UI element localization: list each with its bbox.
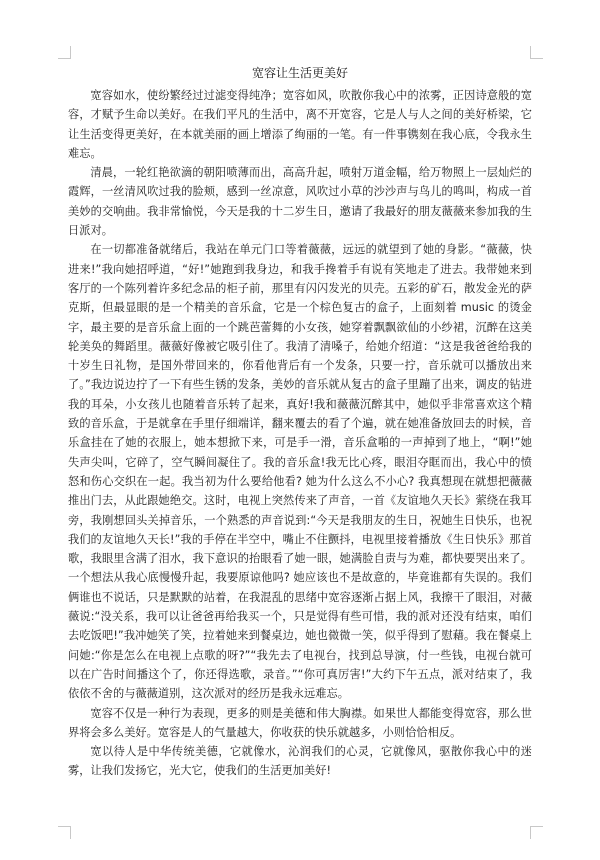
crop-mark-bottom-right bbox=[530, 826, 543, 839]
paragraph-morning: 清晨，一轮红艳欲滴的朝阳喷薄而出，高高升起，喷射万道金幅，给万物照上一层灿烂的霞辉，一丝清风吹过我的脸颊，感到一丝凉意，风吹过小草的沙沙声与鸟儿的鸣叫，构成一首美妙的交响曲。我非常愉悦，今天是我的十二岁生日，邀请了我最好的朋友薇薇来参加我的生日派对。 bbox=[68, 166, 532, 238]
document-body bbox=[68, 86, 532, 781]
document-title: 宽容让生活更美好 bbox=[251, 66, 348, 80]
crop-mark-top-left bbox=[58, 46, 71, 59]
paragraph-story: 在一切都准备就绪后，我站在单元门口等着薇薇，远远的就望到了她的身影。“薇薇，快进来!”我向她招呼道，“好!”她跑到我身边，和我手搀着手有说有笑地走了进去。我带她来到客厅的一个陈列着许多纪念品的柜子前，那里有闪闪发光的贝壳。五彩的矿石，散发金光的萨克斯，但最显眼的是一个精美的音乐盒，它是一个棕色复古的盒子，上面刻着 music 的烫金字，最主要的是音乐盒上面的一个跳芭蕾舞的小女孩，她穿着飘飘欲仙的小纱裙，沉醉在这美轮美奂的舞蹈里。薇薇好像被它吸引住了。我清了清嗓子，给她介绍道：“这是我爸爸给我的十岁生日礼物，是国外带回来的，你看他背后有一个发条，只要一拧，音乐就可以播放出来了。”我边说边拧了一下有些生锈的发条，美妙的音乐就从复古的盒子里蹦了出来，调皮的钻进我的耳朵，小女孩儿也随着音乐转了起来，真好!我和薇薇沉醉其中，她似乎非常喜欢这个精致的音乐盒，于是就拿在手里仔细端详，翻来覆去的看了个遍，就在她准备放回去的时候，音乐盒挂在了她的衣服上，她本想掀下来，可是手一滑，音乐盒啪的一声掉到了地上，“啊!”她失声尖叫，它碎了，空气瞬间凝住了。我的音乐盒!我无比心疼，眼泪夺眶而出，我心中的愤怒和伤心交织在一起。我当初为什么要给他看? 她为什么这么不小心? 我真想现在就想把薇薇推出门去，从此跟她绝交。这时，电视上突然传来了声音，一首《友谊地久天长》萦绕在我耳旁，我刚想回头关掉音乐，一个熟悉的声音说到:“今天是我朋友的生日，祝她生日快乐，也祝我们的友谊地久天长!”我的手停在半空中，嘴止不住颤抖，电视里接着播放《生日快乐》那首歌，我眼里含满了泪水，我下意识的抬眼看了她一眼，她满脸自责与为难，都快要哭出来了。一个想法从我心底慢慢升起，我要原谅他吗? 她应该也不是故意的，毕竟谁都有失误的。我们俩谁也不说话，只是默默的站着，在我混乱的思绪中宽容逐渐占据上风，我擦干了眼泪，对薇薇说:“没关系，我可以让爸爸再给我买一个，只是觉得有些可惜，我的派对还没有结束，咱们去吃饭吧!”我冲她笑了笑，拉着她来到餐桌边，她也微微一笑，似乎得到了慰藉。我在餐桌上问她:“你是怎么在电视上点歌的呀?”“我先去了电视台，找到总导演，付一些钱，电视台就可以在广告时间播这个了，你还得选歌，录音。”“你可真厉害!”大约下午五点，派对结束了，我依依不舍的与薇薇道别，这次派对的经历是我永远难忘。 bbox=[68, 243, 532, 701]
crop-mark-top-right bbox=[530, 46, 543, 59]
paragraph-intro: 宽容如水，使纷繁经过过滤变得纯净；宽容如风，吹散你我心中的浓雾，正因诗意般的宽容，才赋予生命以美好。在我们平凡的生活中，离不开宽容，它是人与人之间的美好桥梁，它让生活变得更美好，在本就美丽的画上增添了绚丽的一笔。有一件事镌刻在我心底，令我永生难忘。 bbox=[68, 89, 532, 160]
paragraph-reflection: 宽容不仅是一种行为表现，更多的则是美德和伟大胸襟。如果世人都能变得宽容，那么世界将会多么美好。宽容是人的气量越大，你收获的快乐就越多，小则恰恰相反。 bbox=[68, 706, 532, 739]
crop-mark-bottom-left bbox=[58, 826, 71, 839]
paragraph-conclusion: 宽以待人是中华传统美德，它就像水，沁润我们的心灵，它就像风，驱散你我心中的迷雾，让我们发扬它，光大它，使我们的生活更加美好! bbox=[68, 745, 532, 778]
